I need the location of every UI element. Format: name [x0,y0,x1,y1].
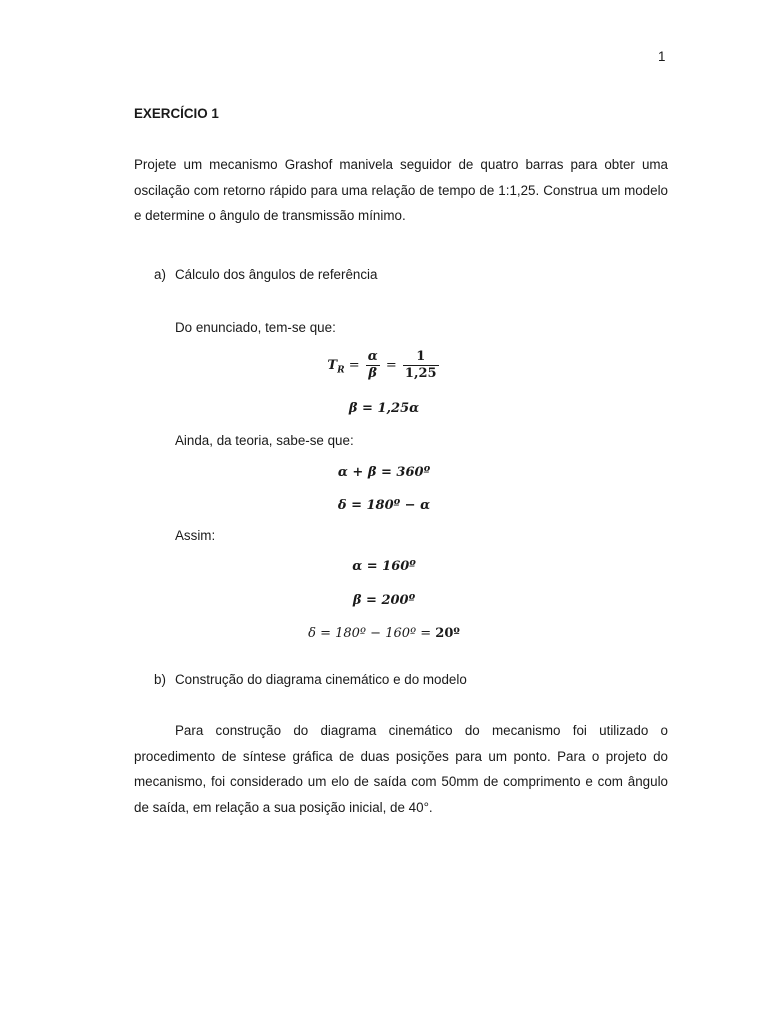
delta-equation: δ = 180º − α [337,498,431,513]
time-ratio-equation: $T_R$ = $\frac{\alpha}{\beta}$ = $\frac{1}{1,25}$ [327,349,437,381]
from-statement-text: Do enunciado, tem-se que: [175,320,336,335]
thus-text: Assim: [175,528,216,543]
beta-result: β = 200º [352,593,416,608]
angle-sum-equation: α + β = 360º [337,465,431,480]
fraction-numerator: 1 [403,349,439,366]
ratio-fraction [403,349,439,382]
tr-subscript: R [337,365,345,376]
from-theory-text: Ainda, da teoria, sabe-se que: [175,433,354,448]
page-number: 1 [658,49,666,64]
section-b-label: Construção do diagrama cinemático e do modelo [175,672,467,687]
fraction-denominator: β [368,366,378,381]
delta-result-value: 20º [435,626,460,641]
section-a-label: Cálculo dos ângulos de referência [175,267,378,282]
section-a-marker: a) [154,267,166,282]
alpha-result: α = 160º [352,559,416,574]
section-a-heading [154,267,377,282]
fraction-numerator: α [367,349,378,364]
exercise-statement: Projete um mecanismo Grashof manivela seguidor de quatro barras para obter uma oscilação com retorno rápido para uma relação de tempo de 1:1,25. Construa um modelo e determine o ângulo de transmissão mínimo. [134,157,668,223]
exercise-title: EXERCÍCIO 1 [134,106,219,121]
tr-symbol: T [327,358,338,373]
fraction-denominator: 1,25 [404,366,437,381]
section-b-heading [154,672,467,687]
delta-result [0,626,768,641]
section-b-paragraph: Para construção do diagrama cinemático do mecanismo foi utilizado o procedimento de síntese gráfica de duas posições para um ponto. Para o projeto do mecanismo, foi considerado um elo de saída com 50mm de comprimento e com ângulo de saída, em relação a sua posição inicial, de 40°. [134,723,668,815]
section-b-marker: b) [154,672,166,687]
beta-equation: β = 1,25α [348,401,420,416]
alpha-beta-fraction [366,349,380,382]
delta-result-expression: δ = 180º − 160º = [308,626,436,641]
